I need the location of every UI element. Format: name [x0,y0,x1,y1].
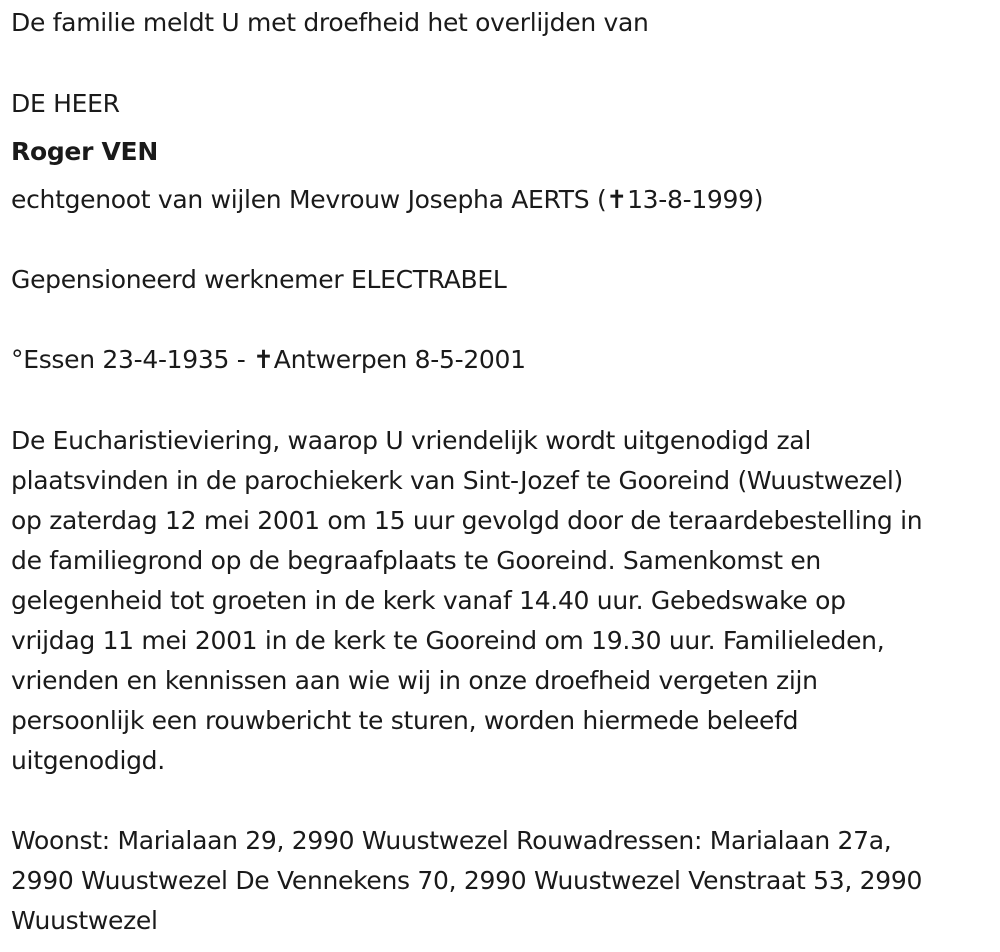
address-paragraph [11,821,996,941]
ceremony-line: plaatsvinden in de parochiekerk van Sint-Jozef te Gooreind (Wuustwezel) [11,466,903,495]
intro-text: De familie meldt U met droefheid het overlijden van [11,8,649,37]
address-line: 2990 Wuustwezel De Vennekens 70, 2990 Wuustwezel Venstraat 53, 2990 [11,866,923,895]
ceremony-paragraph [11,421,996,781]
ceremony-line: vrijdag 11 mei 2001 in de kerk te Gooreind om 19.30 uur. Familieleden, [11,626,885,655]
salutation: DE HEER [11,89,120,118]
ceremony-line: op zaterdag 12 mei 2001 om 15 uur gevolgd door de teraardebestelling in [11,506,923,535]
address-line: Woonst: Marialaan 29, 2990 Wuustwezel Rouwadressen: Marialaan 27a, [11,826,892,855]
birth-death-dates: °Essen 23-4-1935 - ✝Antwerpen 8-5-2001 [11,345,526,374]
ceremony-line: persoonlijk een rouwbericht te sturen, worden hiermede beleefd [11,706,799,735]
ceremony-line: De Eucharistieviering, waarop U vriendelijk wordt uitgenodigd zal [11,426,811,455]
spouse-text: echtgenoot van wijlen Mevrouw Josepha AERTS (✝13-8-1999) [11,185,764,214]
deceased-name: Roger VEN [11,137,158,166]
ceremony-line: vrienden en kennissen aan wie wij in onze droefheid vergeten zijn [11,666,818,695]
ceremony-line: uitgenodigd. [11,746,165,775]
ceremony-line: de familiegrond op de begraafplaats te Gooreind. Samenkomst en [11,546,821,575]
address-line: Wuustwezel [11,906,158,935]
ceremony-line: gelegenheid tot groeten in de kerk vanaf 14.40 uur. Gebedswake op [11,586,846,615]
occupation-text: Gepensioneerd werknemer ELECTRABEL [11,265,507,294]
